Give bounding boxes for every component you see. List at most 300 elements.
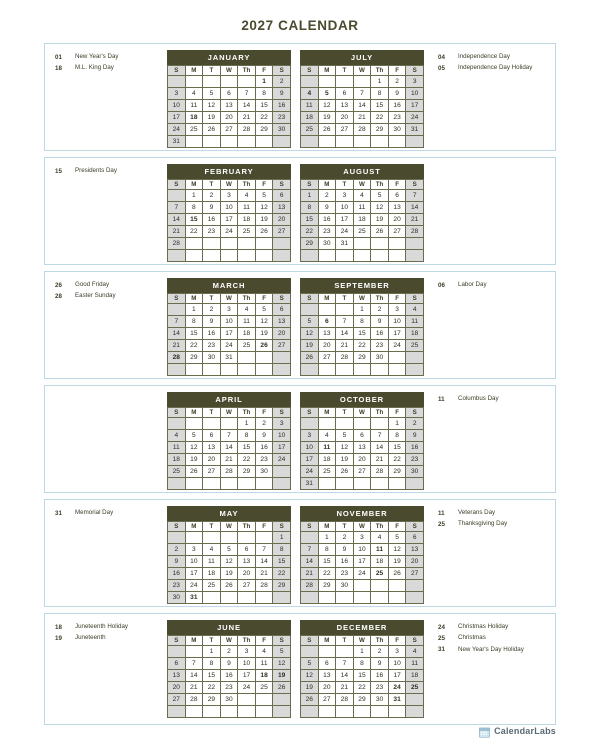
day-cell[interactable]: 23: [388, 112, 406, 124]
day-cell[interactable]: 26: [336, 466, 354, 478]
day-cell[interactable]: 3: [388, 304, 406, 316]
day-cell[interactable]: 11: [406, 316, 424, 328]
day-cell[interactable]: 7: [371, 430, 389, 442]
day-cell[interactable]: 2: [273, 76, 291, 88]
day-cell[interactable]: 3: [336, 190, 354, 202]
day-cell[interactable]: 1: [273, 532, 291, 544]
day-cell[interactable]: 16: [168, 568, 186, 580]
day-cell[interactable]: 30: [371, 352, 389, 364]
day-cell[interactable]: 22: [238, 454, 256, 466]
day-cell[interactable]: 10: [388, 658, 406, 670]
day-cell[interactable]: 17: [353, 556, 371, 568]
day-cell[interactable]: 4: [406, 646, 424, 658]
day-cell[interactable]: 18: [371, 556, 389, 568]
day-cell[interactable]: 25: [238, 226, 256, 238]
day-cell[interactable]: 19: [318, 112, 336, 124]
day-cell[interactable]: 12: [318, 100, 336, 112]
day-cell[interactable]: 24: [273, 454, 291, 466]
day-cell[interactable]: 30: [318, 238, 336, 250]
day-cell[interactable]: 13: [388, 202, 406, 214]
day-cell[interactable]: 31: [185, 592, 203, 604]
day-cell[interactable]: 3: [238, 646, 256, 658]
day-cell[interactable]: 4: [185, 88, 203, 100]
day-cell[interactable]: 21: [168, 226, 186, 238]
day-cell[interactable]: 15: [185, 214, 203, 226]
day-cell[interactable]: 15: [301, 214, 319, 226]
day-cell[interactable]: 18: [168, 454, 186, 466]
day-cell[interactable]: 1: [255, 76, 273, 88]
day-cell[interactable]: 26: [220, 580, 238, 592]
day-cell[interactable]: 2: [220, 646, 238, 658]
day-cell[interactable]: 28: [353, 124, 371, 136]
day-cell[interactable]: 19: [301, 340, 319, 352]
day-cell[interactable]: 20: [336, 112, 354, 124]
day-cell[interactable]: 27: [336, 124, 354, 136]
day-cell[interactable]: 16: [371, 328, 389, 340]
day-cell[interactable]: 13: [318, 328, 336, 340]
day-cell[interactable]: 22: [255, 112, 273, 124]
day-cell[interactable]: 18: [406, 670, 424, 682]
day-cell[interactable]: 2: [255, 418, 273, 430]
day-cell[interactable]: 3: [220, 190, 238, 202]
day-cell[interactable]: 1: [353, 646, 371, 658]
day-cell[interactable]: 9: [220, 658, 238, 670]
day-cell[interactable]: 17: [220, 214, 238, 226]
day-cell[interactable]: 22: [353, 340, 371, 352]
day-cell[interactable]: 26: [371, 226, 389, 238]
day-cell[interactable]: 17: [168, 112, 186, 124]
day-cell[interactable]: 25: [371, 568, 389, 580]
day-cell[interactable]: 15: [371, 100, 389, 112]
day-cell[interactable]: 4: [168, 430, 186, 442]
day-cell[interactable]: 28: [301, 580, 319, 592]
day-cell[interactable]: 17: [220, 328, 238, 340]
day-cell[interactable]: 30: [273, 124, 291, 136]
day-cell[interactable]: 29: [255, 124, 273, 136]
day-cell[interactable]: 11: [371, 544, 389, 556]
day-cell[interactable]: 2: [371, 646, 389, 658]
day-cell[interactable]: 2: [371, 304, 389, 316]
day-cell[interactable]: 29: [185, 352, 203, 364]
day-cell[interactable]: 25: [238, 340, 256, 352]
day-cell[interactable]: 18: [353, 214, 371, 226]
day-cell[interactable]: 14: [336, 670, 354, 682]
day-cell[interactable]: 14: [336, 328, 354, 340]
day-cell[interactable]: 19: [255, 214, 273, 226]
day-cell[interactable]: 15: [353, 670, 371, 682]
day-cell[interactable]: 21: [353, 112, 371, 124]
day-cell[interactable]: 11: [203, 556, 221, 568]
day-cell[interactable]: 29: [238, 466, 256, 478]
day-cell[interactable]: 9: [203, 316, 221, 328]
day-cell[interactable]: 8: [185, 316, 203, 328]
day-cell[interactable]: 29: [318, 580, 336, 592]
day-cell[interactable]: 28: [336, 694, 354, 706]
day-cell[interactable]: 17: [336, 214, 354, 226]
day-cell[interactable]: 12: [301, 328, 319, 340]
day-cell[interactable]: 18: [406, 328, 424, 340]
day-cell[interactable]: 13: [406, 544, 424, 556]
day-cell[interactable]: 3: [168, 88, 186, 100]
day-cell[interactable]: 2: [168, 544, 186, 556]
day-cell[interactable]: 18: [255, 670, 273, 682]
day-cell[interactable]: 15: [273, 556, 291, 568]
day-cell[interactable]: 24: [388, 340, 406, 352]
day-cell[interactable]: 31: [301, 478, 319, 490]
day-cell[interactable]: 11: [238, 202, 256, 214]
day-cell[interactable]: 12: [203, 100, 221, 112]
day-cell[interactable]: 21: [255, 568, 273, 580]
day-cell[interactable]: 21: [168, 340, 186, 352]
day-cell[interactable]: 31: [336, 238, 354, 250]
day-cell[interactable]: 22: [353, 682, 371, 694]
day-cell[interactable]: 26: [203, 124, 221, 136]
day-cell[interactable]: 10: [353, 544, 371, 556]
day-cell[interactable]: 9: [371, 316, 389, 328]
day-cell[interactable]: 9: [371, 658, 389, 670]
day-cell[interactable]: 19: [255, 328, 273, 340]
day-cell[interactable]: 1: [318, 532, 336, 544]
day-cell[interactable]: 27: [238, 580, 256, 592]
day-cell[interactable]: 24: [185, 580, 203, 592]
day-cell[interactable]: 8: [353, 316, 371, 328]
day-cell[interactable]: 4: [353, 190, 371, 202]
day-cell[interactable]: 12: [388, 544, 406, 556]
day-cell[interactable]: 30: [406, 466, 424, 478]
day-cell[interactable]: 23: [336, 568, 354, 580]
day-cell[interactable]: 2: [336, 532, 354, 544]
day-cell[interactable]: 24: [336, 226, 354, 238]
day-cell[interactable]: 5: [336, 430, 354, 442]
day-cell[interactable]: 12: [255, 202, 273, 214]
day-cell[interactable]: 29: [353, 352, 371, 364]
day-cell[interactable]: 8: [238, 430, 256, 442]
day-cell[interactable]: 2: [388, 76, 406, 88]
day-cell[interactable]: 9: [336, 544, 354, 556]
day-cell[interactable]: 14: [371, 442, 389, 454]
day-cell[interactable]: 7: [336, 316, 354, 328]
day-cell[interactable]: 29: [301, 238, 319, 250]
day-cell[interactable]: 24: [406, 112, 424, 124]
day-cell[interactable]: 23: [371, 340, 389, 352]
day-cell[interactable]: 24: [168, 124, 186, 136]
day-cell[interactable]: 21: [336, 340, 354, 352]
day-cell[interactable]: 23: [273, 112, 291, 124]
day-cell[interactable]: 30: [388, 124, 406, 136]
day-cell[interactable]: 8: [185, 202, 203, 214]
day-cell[interactable]: 12: [255, 316, 273, 328]
day-cell[interactable]: 5: [371, 190, 389, 202]
day-cell[interactable]: 30: [255, 466, 273, 478]
day-cell[interactable]: 15: [388, 442, 406, 454]
day-cell[interactable]: 2: [406, 418, 424, 430]
day-cell[interactable]: 16: [406, 442, 424, 454]
day-cell[interactable]: 7: [168, 202, 186, 214]
day-cell[interactable]: 20: [273, 328, 291, 340]
day-cell[interactable]: 5: [203, 88, 221, 100]
day-cell[interactable]: 10: [301, 442, 319, 454]
day-cell[interactable]: 31: [220, 352, 238, 364]
day-cell[interactable]: 5: [273, 646, 291, 658]
day-cell[interactable]: 24: [388, 682, 406, 694]
day-cell[interactable]: 7: [238, 88, 256, 100]
day-cell[interactable]: 15: [318, 556, 336, 568]
day-cell[interactable]: 15: [353, 328, 371, 340]
day-cell[interactable]: 5: [301, 316, 319, 328]
day-cell[interactable]: 25: [318, 466, 336, 478]
day-cell[interactable]: 4: [301, 88, 319, 100]
day-cell[interactable]: 9: [168, 556, 186, 568]
day-cell[interactable]: 10: [238, 658, 256, 670]
day-cell[interactable]: 28: [220, 466, 238, 478]
day-cell[interactable]: 18: [238, 214, 256, 226]
day-cell[interactable]: 25: [203, 580, 221, 592]
day-cell[interactable]: 19: [336, 454, 354, 466]
day-cell[interactable]: 6: [238, 544, 256, 556]
day-cell[interactable]: 23: [168, 580, 186, 592]
day-cell[interactable]: 15: [255, 100, 273, 112]
day-cell[interactable]: 8: [371, 88, 389, 100]
day-cell[interactable]: 27: [318, 694, 336, 706]
day-cell[interactable]: 4: [238, 190, 256, 202]
day-cell[interactable]: 23: [203, 226, 221, 238]
day-cell[interactable]: 11: [168, 442, 186, 454]
day-cell[interactable]: 10: [185, 556, 203, 568]
day-cell[interactable]: 25: [185, 124, 203, 136]
day-cell[interactable]: 16: [255, 442, 273, 454]
day-cell[interactable]: 3: [353, 532, 371, 544]
day-cell[interactable]: 7: [220, 430, 238, 442]
day-cell[interactable]: 1: [371, 76, 389, 88]
day-cell[interactable]: 30: [336, 580, 354, 592]
day-cell[interactable]: 11: [185, 100, 203, 112]
day-cell[interactable]: 12: [273, 658, 291, 670]
day-cell[interactable]: 1: [388, 418, 406, 430]
day-cell[interactable]: 27: [406, 568, 424, 580]
day-cell[interactable]: 6: [388, 190, 406, 202]
day-cell[interactable]: 12: [336, 442, 354, 454]
day-cell[interactable]: 2: [203, 304, 221, 316]
day-cell[interactable]: 6: [273, 190, 291, 202]
day-cell[interactable]: 8: [353, 658, 371, 670]
day-cell[interactable]: 9: [273, 88, 291, 100]
day-cell[interactable]: 23: [203, 340, 221, 352]
day-cell[interactable]: 19: [371, 214, 389, 226]
day-cell[interactable]: 23: [318, 226, 336, 238]
day-cell[interactable]: 6: [336, 88, 354, 100]
day-cell[interactable]: 16: [273, 100, 291, 112]
day-cell[interactable]: 24: [220, 226, 238, 238]
day-cell[interactable]: 22: [203, 682, 221, 694]
day-cell[interactable]: 8: [318, 544, 336, 556]
day-cell[interactable]: 26: [388, 568, 406, 580]
day-cell[interactable]: 14: [301, 556, 319, 568]
day-cell[interactable]: 28: [406, 226, 424, 238]
day-cell[interactable]: 16: [336, 556, 354, 568]
day-cell[interactable]: 13: [273, 316, 291, 328]
day-cell[interactable]: 1: [185, 190, 203, 202]
day-cell[interactable]: 1: [203, 646, 221, 658]
day-cell[interactable]: 9: [388, 88, 406, 100]
day-cell[interactable]: 5: [255, 304, 273, 316]
day-cell[interactable]: 21: [301, 568, 319, 580]
day-cell[interactable]: 1: [238, 418, 256, 430]
day-cell[interactable]: 28: [238, 124, 256, 136]
day-cell[interactable]: 30: [371, 694, 389, 706]
day-cell[interactable]: 28: [255, 580, 273, 592]
day-cell[interactable]: 19: [185, 454, 203, 466]
day-cell[interactable]: 22: [388, 454, 406, 466]
day-cell[interactable]: 8: [255, 88, 273, 100]
day-cell[interactable]: 20: [168, 682, 186, 694]
day-cell[interactable]: 20: [406, 556, 424, 568]
day-cell[interactable]: 10: [336, 202, 354, 214]
day-cell[interactable]: 25: [168, 466, 186, 478]
day-cell[interactable]: 21: [336, 682, 354, 694]
day-cell[interactable]: 11: [353, 202, 371, 214]
day-cell[interactable]: 3: [185, 544, 203, 556]
day-cell[interactable]: 25: [301, 124, 319, 136]
day-cell[interactable]: 9: [318, 202, 336, 214]
day-cell[interactable]: 28: [185, 694, 203, 706]
day-cell[interactable]: 27: [220, 124, 238, 136]
day-cell[interactable]: 19: [273, 670, 291, 682]
day-cell[interactable]: 6: [318, 658, 336, 670]
day-cell[interactable]: 14: [168, 328, 186, 340]
day-cell[interactable]: 4: [406, 304, 424, 316]
day-cell[interactable]: 27: [273, 226, 291, 238]
day-cell[interactable]: 14: [220, 442, 238, 454]
day-cell[interactable]: 11: [301, 100, 319, 112]
day-cell[interactable]: 29: [371, 124, 389, 136]
day-cell[interactable]: 3: [406, 76, 424, 88]
day-cell[interactable]: 9: [406, 430, 424, 442]
day-cell[interactable]: 22: [185, 226, 203, 238]
day-cell[interactable]: 20: [220, 112, 238, 124]
day-cell[interactable]: 6: [203, 430, 221, 442]
day-cell[interactable]: 7: [301, 544, 319, 556]
day-cell[interactable]: 12: [185, 442, 203, 454]
day-cell[interactable]: 14: [406, 202, 424, 214]
day-cell[interactable]: 4: [318, 430, 336, 442]
day-cell[interactable]: 26: [318, 124, 336, 136]
day-cell[interactable]: 25: [353, 226, 371, 238]
day-cell[interactable]: 28: [168, 238, 186, 250]
day-cell[interactable]: 10: [168, 100, 186, 112]
day-cell[interactable]: 17: [388, 670, 406, 682]
day-cell[interactable]: 21: [406, 214, 424, 226]
day-cell[interactable]: 1: [353, 304, 371, 316]
day-cell[interactable]: 8: [273, 544, 291, 556]
day-cell[interactable]: 24: [301, 466, 319, 478]
day-cell[interactable]: 18: [301, 112, 319, 124]
day-cell[interactable]: 29: [388, 466, 406, 478]
day-cell[interactable]: 24: [353, 568, 371, 580]
day-cell[interactable]: 10: [406, 88, 424, 100]
day-cell[interactable]: 9: [255, 430, 273, 442]
day-cell[interactable]: 13: [168, 670, 186, 682]
day-cell[interactable]: 23: [371, 682, 389, 694]
day-cell[interactable]: 27: [203, 466, 221, 478]
day-cell[interactable]: 13: [220, 100, 238, 112]
day-cell[interactable]: 19: [220, 568, 238, 580]
day-cell[interactable]: 28: [168, 352, 186, 364]
day-cell[interactable]: 2: [203, 190, 221, 202]
day-cell[interactable]: 30: [203, 352, 221, 364]
day-cell[interactable]: 21: [220, 454, 238, 466]
day-cell[interactable]: 24: [220, 340, 238, 352]
day-cell[interactable]: 7: [336, 658, 354, 670]
day-cell[interactable]: 31: [388, 694, 406, 706]
day-cell[interactable]: 7: [168, 316, 186, 328]
day-cell[interactable]: 22: [185, 340, 203, 352]
day-cell[interactable]: 20: [318, 340, 336, 352]
day-cell[interactable]: 14: [238, 100, 256, 112]
day-cell[interactable]: 21: [238, 112, 256, 124]
day-cell[interactable]: 10: [220, 316, 238, 328]
day-cell[interactable]: 3: [301, 430, 319, 442]
day-cell[interactable]: 20: [238, 568, 256, 580]
day-cell[interactable]: 15: [203, 670, 221, 682]
day-cell[interactable]: 15: [185, 328, 203, 340]
day-cell[interactable]: 16: [388, 100, 406, 112]
day-cell[interactable]: 20: [203, 454, 221, 466]
day-cell[interactable]: 13: [273, 202, 291, 214]
day-cell[interactable]: 5: [301, 658, 319, 670]
day-cell[interactable]: 5: [388, 532, 406, 544]
day-cell[interactable]: 30: [168, 592, 186, 604]
day-cell[interactable]: 4: [203, 544, 221, 556]
day-cell[interactable]: 8: [203, 658, 221, 670]
day-cell[interactable]: 7: [353, 88, 371, 100]
day-cell[interactable]: 20: [353, 454, 371, 466]
day-cell[interactable]: 14: [255, 556, 273, 568]
day-cell[interactable]: 8: [388, 430, 406, 442]
day-cell[interactable]: 20: [318, 682, 336, 694]
day-cell[interactable]: 16: [318, 214, 336, 226]
day-cell[interactable]: 26: [255, 226, 273, 238]
day-cell[interactable]: 18: [238, 328, 256, 340]
day-cell[interactable]: 29: [273, 580, 291, 592]
day-cell[interactable]: 24: [238, 682, 256, 694]
day-cell[interactable]: 28: [336, 352, 354, 364]
day-cell[interactable]: 26: [301, 352, 319, 364]
day-cell[interactable]: 13: [353, 442, 371, 454]
day-cell[interactable]: 5: [185, 430, 203, 442]
day-cell[interactable]: 6: [220, 88, 238, 100]
day-cell[interactable]: 30: [220, 694, 238, 706]
day-cell[interactable]: 10: [273, 430, 291, 442]
day-cell[interactable]: 6: [406, 532, 424, 544]
day-cell[interactable]: 10: [388, 316, 406, 328]
day-cell[interactable]: 16: [203, 328, 221, 340]
day-cell[interactable]: 2: [318, 190, 336, 202]
day-cell[interactable]: 13: [238, 556, 256, 568]
day-cell[interactable]: 7: [406, 190, 424, 202]
day-cell[interactable]: 7: [185, 658, 203, 670]
day-cell[interactable]: 14: [168, 214, 186, 226]
day-cell[interactable]: 31: [168, 136, 186, 148]
day-cell[interactable]: 18: [185, 112, 203, 124]
day-cell[interactable]: 5: [220, 544, 238, 556]
day-cell[interactable]: 22: [301, 226, 319, 238]
day-cell[interactable]: 16: [203, 214, 221, 226]
day-cell[interactable]: 20: [273, 214, 291, 226]
day-cell[interactable]: 23: [255, 454, 273, 466]
day-cell[interactable]: 12: [301, 670, 319, 682]
day-cell[interactable]: 6: [168, 658, 186, 670]
day-cell[interactable]: 3: [220, 304, 238, 316]
